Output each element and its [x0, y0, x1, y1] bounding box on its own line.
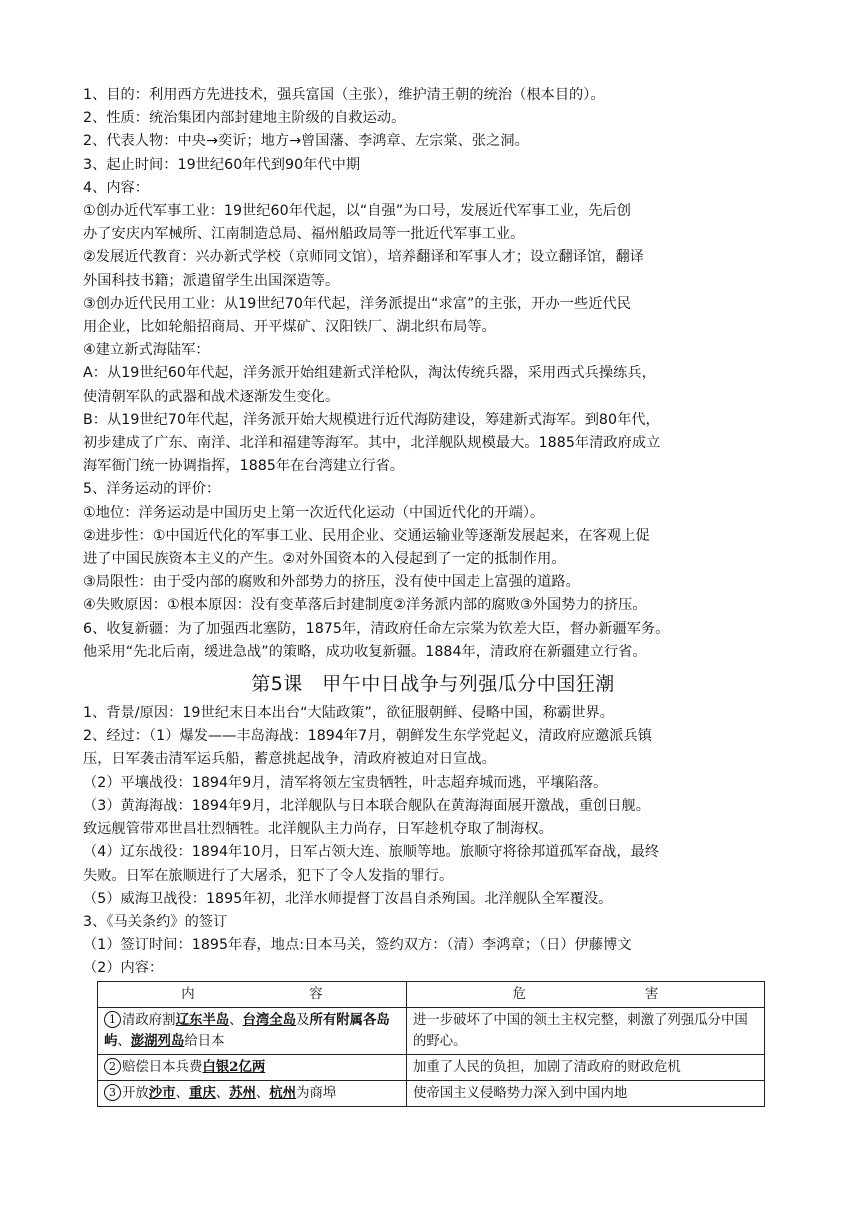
text-line: 初步建成了广东、南洋、北洋和福建等海军。其中，北洋舰队规模最大。1885年清政府成立	[83, 435, 661, 452]
text-line: 1、背景/原因：19世纪末日本出台“大陆政策”，欲征服朝鲜、侵略中国，称霸世界。	[83, 705, 614, 722]
content-text: 为商埠	[296, 1085, 337, 1101]
text-line: ②进步性：①中国近代化的军事工业、民用企业、交通运输业等逐渐发展起来，在客观上促	[83, 527, 650, 544]
document-page	[83, 84, 783, 1107]
row-number-badge: 3	[104, 1084, 121, 1101]
table-row	[98, 1007, 765, 1054]
emphasis-text: 所有附属各岛屿	[104, 1011, 390, 1049]
text-line: ④失败原因：①根本原因：没有变革落后封建制度②洋务派内部的腐败③外国势力的挤压。	[83, 597, 647, 614]
text-line: 他采用“先北后南，缓进急战”的策略，成功收复新疆。1884年，清政府在新疆建立行省。	[83, 643, 647, 660]
harm-cell: 使帝国主义侵略势力深入到中国内地	[407, 1080, 765, 1106]
yangwu-section	[83, 84, 783, 664]
text-line: B：从19世纪70年代起，洋务派开始大规模进行近代海防建设，筹建新式海军。到80年代，	[83, 411, 660, 428]
text-line: 外国科技书籍；派遣留学生出国深造等。	[83, 272, 340, 289]
text-line: （4）辽东战役：1894年10月，日军占领大连、旅顺等地。旅顺守将徐邦道孤军奋战，最终	[83, 844, 660, 861]
table-row	[98, 1080, 765, 1106]
text-line: 3、起止时间：19世纪60年代到90年代中期	[83, 156, 361, 173]
text-line: 2、性质：统治集团内部封建地主阶级的自救运动。	[83, 110, 406, 127]
text-line: ③创办近代民用工业：从19世纪70年代起，洋务派提出“求富”的主张，开办一些近代民	[83, 295, 631, 312]
header-content-char: 容	[309, 986, 323, 1002]
emphasis-text: 沙市	[148, 1084, 176, 1101]
content-text: 、	[175, 1085, 189, 1101]
emphasis-text: 杭州	[269, 1084, 297, 1101]
emphasis-text: 澎湖列岛	[130, 1032, 185, 1049]
content-text: 、	[229, 1012, 243, 1028]
text-line: ①地位：洋务运动是中国历史上第一次近代化运动（中国近代化的开端）。	[83, 504, 545, 521]
header-harm-char: 危	[512, 986, 526, 1002]
row-number-badge: 2	[104, 1058, 121, 1075]
text-line: ③局限性：由于受内部的腐败和外部势力的挤压，没有使中国走上富强的道路。	[83, 574, 580, 591]
text-line: 进了中国民族资本主义的产生。②对外国资本的入侵起到了一定的抵制作用。	[83, 551, 566, 568]
text-line: 致远舰管带邓世昌壮烈牺牲。北洋舰队主力尚存，日军趁机夺取了制海权。	[83, 821, 553, 838]
text-line: 办了安庆内军械所、江南制造总局、福州船政局等一批近代军事工业。	[83, 226, 525, 243]
emphasis-text: 重庆	[188, 1084, 216, 1101]
treaty-content-table	[97, 981, 765, 1107]
emphasis-text: 白银2亿两	[202, 1058, 266, 1075]
text-line: 失败。日军在旅顺进行了大屠杀，犯下了令人发指的罪行。	[83, 867, 454, 884]
header-content-char: 内	[181, 986, 195, 1002]
sino-japanese-war-section	[83, 702, 783, 980]
content-text: 、	[215, 1085, 230, 1101]
content-cell	[98, 1080, 407, 1106]
content-cell	[98, 1007, 407, 1054]
content-text: 、	[255, 1085, 270, 1101]
text-line: 2、代表人物：中央→奕䜣；地方→曾国藩、李鸿章、左宗棠、张之洞。	[83, 133, 529, 150]
content-text: 、	[117, 1033, 131, 1049]
text-line: （3）黄海海战：1894年9月，北洋舰队与日本联合舰队在黄海海面展开激战，重创日舰。	[83, 797, 651, 814]
harm-cell: 进一步破坏了中国的领土主权完整，刺激了列强瓜分中国的野心。	[407, 1007, 765, 1054]
content-text: 赔偿日本兵费	[122, 1059, 203, 1075]
content-cell	[98, 1054, 407, 1080]
emphasis-text: 辽东半岛	[175, 1011, 230, 1028]
section-title: 第5课 甲午中日战争与列强瓜分中国狂潮	[251, 673, 615, 696]
text-line: 3、《马关条约》的签订	[83, 913, 228, 930]
text-line: （2）内容：	[83, 960, 164, 977]
content-text: 清政府割	[122, 1012, 176, 1028]
text-line: ①创办近代军事工业：19世纪60年代起，以“自强”为口号，发展近代军事工业，先后创	[83, 203, 631, 220]
table-header-row	[98, 981, 765, 1007]
header-harm-char: 害	[645, 986, 659, 1002]
harm-cell: 加重了人民的负担，加剧了清政府的财政危机	[407, 1054, 765, 1080]
emphasis-text: 苏州	[229, 1084, 256, 1101]
content-text: 及	[296, 1012, 310, 1028]
text-line: （1）签订时间：1895年春，地点:日本马关，签约双方：（清）李鸿章；（日）伊藤博文	[83, 937, 632, 954]
table-row	[98, 1054, 765, 1080]
text-line: 压，日军袭击清军运兵船，蓄意挑起战争，清政府被迫对日宣战。	[83, 751, 496, 768]
row-number-badge: 1	[104, 1011, 121, 1028]
content-text: 给日本	[184, 1033, 225, 1049]
text-line: （5）威海卫战役：1895年初，北洋水师提督丁汝昌自杀殉国。北洋舰队全军覆没。	[83, 890, 613, 907]
text-line: 2、经过：（1）爆发——丰岛海战：1894年7月，朝鲜发生东学党起义，清政府应邀派兵镇	[83, 728, 652, 745]
text-line: 用企业，比如轮船招商局、开平煤矿、汉阳铁厂、湖北织布局等。	[83, 319, 496, 336]
text-line: 海军衙门统一协调指挥，1885年在台湾建立行省。	[83, 458, 405, 475]
text-line: A：从19世纪60年代起，洋务派开始组建新式洋枪队，淘汰传统兵器，采用西式兵操练兵，	[83, 365, 656, 382]
header-content-cell	[98, 981, 407, 1007]
emphasis-text: 台湾全岛	[242, 1011, 297, 1028]
header-harm-cell	[407, 981, 765, 1007]
text-line: 4、内容：	[83, 179, 150, 196]
text-line: 5、洋务运动的评价：	[83, 481, 221, 498]
text-line: ②发展近代教育：兴办新式学校（京师同文馆），培养翻译和军事人才；设立翻译馆，翻译	[83, 249, 644, 266]
text-line: 使清朝军队的武器和战术逐渐发生变化。	[83, 388, 340, 405]
text-line: 6、收复新疆：为了加强西北塞防，1875年，清政府任命左宗棠为钦差大臣，督办新疆军务。	[83, 620, 670, 637]
text-line: （2）平壤战役：1894年9月，清军将领左宝贵牺牲，叶志超弃城而逃，平壤陷落。	[83, 774, 608, 791]
content-text: 开放	[122, 1085, 149, 1101]
text-line: 1、目的：利用西方先进技术，强兵富国（主张），维护清王朝的统治（根本目的）。	[83, 87, 605, 103]
text-line: ④建立新式海陆军：	[83, 342, 210, 359]
